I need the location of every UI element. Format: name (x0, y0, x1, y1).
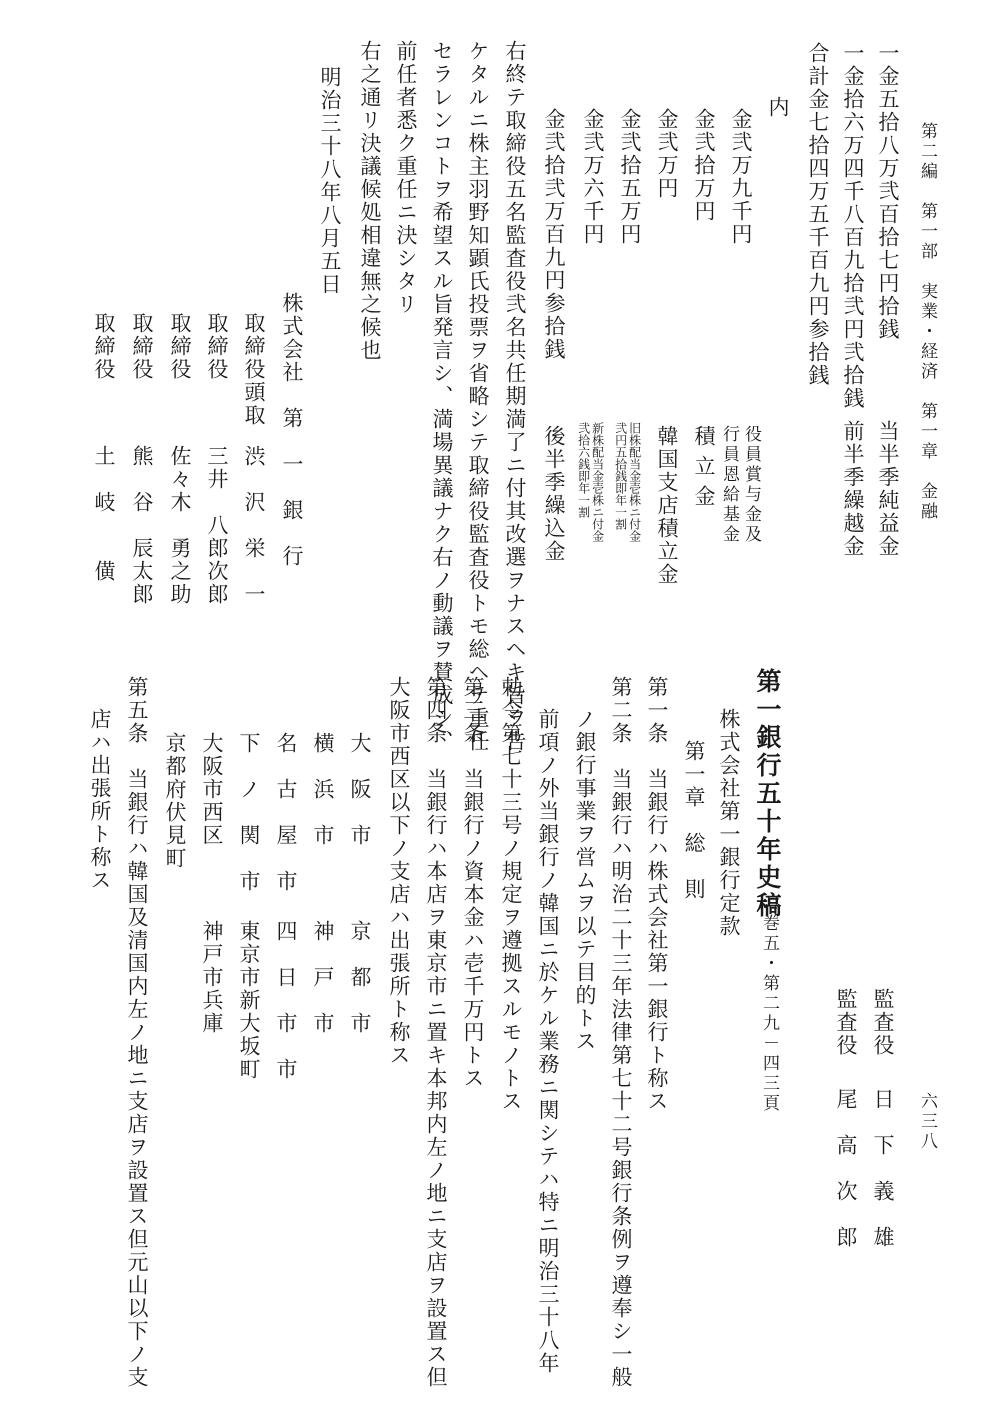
auditor-title-1: 監査役 (871, 988, 895, 1057)
article-line-7: 第四条 当銀行ハ本店ヲ東京市ニ置キ本邦内左ノ地ニ支店ヲ設置ス但 (424, 676, 448, 1389)
signatory-title-4: 取締役 (130, 312, 154, 381)
article-line-1: 第一条 当銀行ハ株式会社第一銀行ト称ス (645, 676, 669, 1113)
branch-left-4: 下 ノ 関 市 (237, 732, 261, 893)
auditor-name-1: 日 下 義 雄 (871, 1088, 895, 1249)
article-line-4: 前項ノ外当銀行ノ韓国ニ於ケル業務ニ関シテハ特ニ明治三十八年 (536, 708, 560, 1375)
signatory-name-5: 土 岐 僙 (92, 445, 116, 583)
allocation-amount-2: 金弐拾万円 (692, 108, 716, 223)
page-number: 六三八 (917, 1092, 937, 1152)
article-line-5: 勅令第七十三号ノ規定ヲ遵拠スルモノトス (499, 676, 523, 1113)
resolution-line-1: 右終テ取締役五名監査役弐名共任期満了ニ付其改選ヲナスヘキ旨ヲ告 (503, 40, 527, 753)
auditor-name-2: 尾 高 次 郎 (834, 1088, 858, 1249)
summary-line-1: 一金五拾八万弐百拾七円拾銭 (876, 42, 900, 341)
resolution-line-3: セラレンコトヲ希望スル旨発言シ、満場異議ナク右ノ動議ヲ賛成シ、 (430, 40, 454, 753)
dividend-note-1: 旧株配当金壱株ニ付金 (627, 422, 642, 542)
signatory-name-1: 渋 沢 栄 一 (242, 445, 266, 606)
branch-left-5: 大阪市西区 (200, 732, 224, 847)
resolution-date: 明治三十八年八月五日 (318, 66, 342, 296)
articles-title: 株式会社第一銀行定款 (717, 708, 741, 938)
summary-label-2: 前半季繰越金 (841, 420, 865, 558)
allocation-purpose-1: 役員賞与金及 (741, 425, 761, 545)
source-title: 第一銀行五十年史稿 (753, 668, 782, 920)
source-reference: 巻五・第二九－四三頁 (759, 914, 779, 1114)
article5-line-2: 店ハ出張所ト称ス (88, 708, 112, 892)
allocation-purpose-6: 後半季繰込金 (542, 425, 566, 563)
chapter-heading: 第一章 総 則 (682, 740, 706, 901)
allocation-amount-4: 金弐拾五万円 (618, 108, 642, 246)
auditor-title-2: 監査役 (834, 988, 858, 1057)
article-line-6: 第三条 当銀行ノ資本金ハ壱千万円トス (461, 676, 485, 1090)
branch-right-5: 神戸市兵庫 (200, 920, 224, 1035)
signatory-name-4: 熊 谷 辰太郎 (130, 445, 154, 606)
branch-right-2: 神 戸 市 (311, 920, 335, 1035)
summary-line-2: 一金拾六万四千八百九拾弐円弐拾銭 (841, 42, 865, 410)
allocation-amount-5: 金弐万六千円 (581, 108, 605, 246)
article5-line-1: 第五条 当銀行ハ韓国及清国内左ノ地ニ支店ヲ設置ス但元山以下ノ支 (125, 676, 149, 1389)
signatory-name-2: 三井 八郎次郎 (205, 445, 229, 606)
branch-right-1: 京 都 市 (348, 920, 372, 1035)
resolution-line-2: ケタルニ株主羽野知顕氏投票ヲ省略シテ取締役監査役トモ総ヘテ重任 (466, 40, 490, 753)
resolution-line-5: 右之通リ決議候処相違無之候也 (358, 40, 382, 362)
allocation-amount-1: 金弐万九千円 (729, 108, 753, 246)
signatory-title-2: 取締役 (205, 312, 229, 381)
signatory-title-1: 取締役頭取 (242, 312, 266, 427)
allocation-purpose-2: 積立金 (692, 425, 716, 515)
branch-left-1: 大 阪 市 (348, 732, 372, 847)
allocation-purpose-3: 韓国支店積立金 (655, 425, 679, 586)
resolution-line-4: 前任者悉ク重任ニ決シタリ (394, 40, 418, 316)
allocation-amount-6: 金弐拾弐万百九円参拾銭 (542, 108, 566, 361)
signatory-title-5: 取締役 (92, 312, 116, 381)
allocation-purpose-1b: 行員恩給基金 (719, 425, 739, 545)
company-name: 株式会社 第 一 銀 行 (280, 292, 304, 568)
branch-right-3: 四 日 市 市 (274, 920, 298, 1081)
running-title: 第二編 第一部 実業・経済 第一章 金融 (917, 122, 937, 522)
branch-left-3: 名 古 屋 市 (274, 732, 298, 893)
signatory-name-3: 佐々木 勇之助 (168, 445, 192, 606)
dividend-note-3: 新株配当金壱株ニ付金 (590, 422, 605, 542)
article-line-3: ノ銀行事業ヲ営ムヲ以テ目的トス (573, 708, 597, 1053)
summary-label-1: 当半季純益金 (876, 420, 900, 558)
allocation-amount-3: 金弐万円 (655, 108, 679, 200)
article-line-2: 第二条 当銀行ハ明治二十三年法律第七十二号銀行条例ヲ遵奉シ一般 (609, 676, 633, 1389)
signatory-title-3: 取締役 (168, 312, 192, 381)
dividend-note-2: 弐円五拾銭即年一割 (613, 422, 628, 530)
summary-total: 合計金七拾四万五千百九円参拾銭 (806, 42, 830, 387)
dividend-note-4: 弐拾六銭即年一割 (576, 422, 591, 518)
uchi-label: 内 (766, 96, 790, 119)
branch-right-4: 東京市新大坂町 (237, 920, 261, 1081)
branch-left-2: 横 浜 市 (311, 732, 335, 847)
branch-left-6: 京都府伏見町 (163, 732, 187, 870)
article-line-8: 大阪市西区以下ノ支店ハ出張所ト称ス (387, 676, 411, 1067)
